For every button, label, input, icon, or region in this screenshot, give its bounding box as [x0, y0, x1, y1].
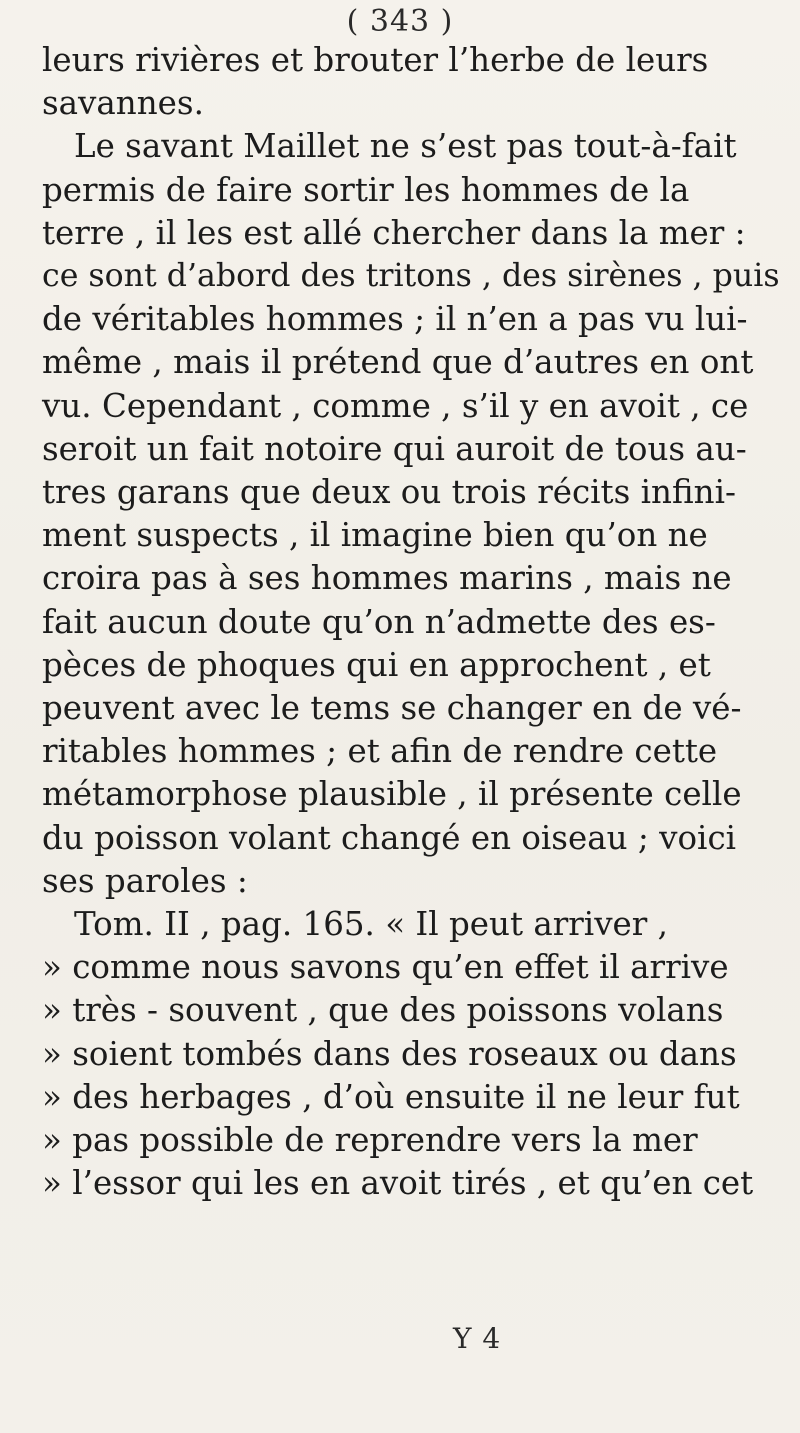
text-line-26: » pas possible de reprendre vers la mer	[42, 1121, 698, 1159]
text-line-24: » soient tombés dans des roseaux ou dans	[42, 1035, 737, 1073]
text-line-4: permis de faire sortir les hommes de la	[42, 171, 690, 209]
text-line-18: métamorphose plausible , il présente celle	[42, 775, 742, 813]
page-number: ( 343 )	[346, 4, 454, 39]
text-line-17: ritables hommes ; et afin de rendre cette	[42, 732, 718, 770]
text-line-6: ce sont d’abord des tritons , des sirènes , puis	[42, 258, 780, 294]
text-line-1: leurs rivières et brouter l’herbe de leurs	[42, 41, 709, 79]
text-line-22: » comme nous savons qu’en effet il arrive	[42, 948, 729, 986]
signature-mark: Y 4	[453, 1322, 502, 1355]
text-line-16: peuvent avec le tems se changer en de vé-	[42, 689, 742, 727]
text-line-19: du poisson volant changé en oiseau ; voici	[42, 819, 737, 857]
text-line-9: vu. Cependant , comme , s’il y en avoit , ce	[42, 387, 749, 425]
text-line-10: seroit un fait notoire qui auroit de tous au-	[42, 430, 747, 468]
text-line-3: Le savant Maillet ne s’est pas tout-à-fait	[74, 127, 737, 165]
text-line-8: même , mais il prétend que d’autres en ont	[42, 343, 754, 381]
text-line-13: croira pas à ses hommes marins , mais ne	[42, 559, 732, 597]
text-line-27: » l’essor qui les en avoit tirés , et qu’en cet	[42, 1164, 754, 1202]
text-line-7: de véritables hommes ; il n’en a pas vu lui-	[42, 300, 748, 338]
text-line-12: ment suspects , il imagine bien qu’on ne	[42, 516, 708, 554]
text-line-5: terre , il les est allé chercher dans la mer :	[42, 214, 746, 252]
text-line-20: ses paroles :	[42, 862, 248, 900]
text-line-21: Tom. II , pag. 165. « Il peut arriver ,	[74, 905, 668, 943]
text-line-25: » des herbages , d’où ensuite il ne leur fut	[42, 1078, 740, 1116]
text-line-11: tres garans que deux ou trois récits infini-	[42, 473, 736, 511]
text-line-23: » très - souvent , que des poissons volans	[42, 991, 724, 1029]
text-line-15: pèces de phoques qui en approchent , et	[42, 646, 711, 684]
text-line-14: fait aucun doute qu’on n’admette des es-	[42, 603, 716, 641]
text-line-2: savannes.	[42, 84, 204, 122]
